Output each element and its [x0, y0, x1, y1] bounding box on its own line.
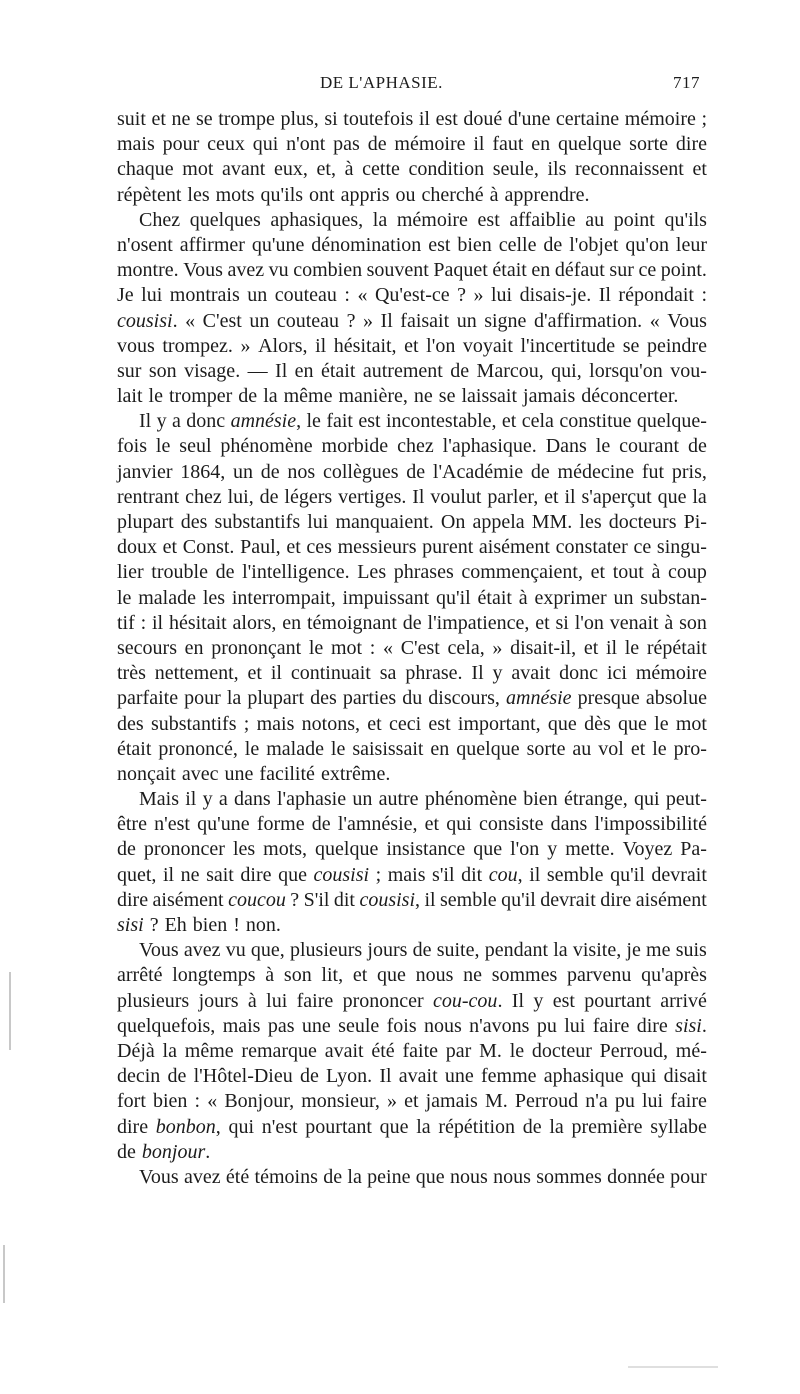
text-line: était prononcé, le malade le saisissait en quelque sorte au vol et le pro-	[117, 737, 707, 760]
running-title: DE L'APHASIE.	[320, 73, 443, 92]
text-line: fort bien : « Bonjour, monsieur, » et jamais M. Perroud n'a pu lui faire	[117, 1090, 707, 1113]
page-number: 717	[673, 73, 700, 92]
text-line: lier trouble de l'intelligence. Les phrases commençaient, et tout à coup	[117, 561, 707, 584]
text-line: Chez quelques aphasiques, la mémoire est affaiblie au point qu'ils	[139, 208, 707, 231]
text-line: arrêté longtemps à son lit, et que nous ne sommes parvenu qu'après	[117, 964, 707, 987]
text-line: janvier 1864, un de nos collègues de l'Académie de médecine fut pris,	[117, 460, 707, 483]
text-line: très nettement, et il continuait sa phrase. Il y avait donc ici mémoire	[117, 662, 707, 685]
text-line: de prononcer les mots, quelque insistance que l'on y mette. Voyez Pa-	[117, 838, 707, 861]
text-line: Vous avez été témoins de la peine que nous nous sommes donnée pour	[139, 1165, 707, 1188]
text-line: parfaite pour la plupart des parties du discours, amnésie presque absolue	[117, 687, 707, 710]
scan-mark	[9, 972, 11, 1050]
running-head	[0, 73, 800, 99]
text-line: quet, il ne sait dire que cousisi ; mais s'il dit cou, il semble qu'il devrait	[117, 863, 707, 886]
text-line: le malade les interrompait, impuissant qu'il était à exprimer un substan-	[117, 586, 707, 609]
text-line: n'osent affirmer qu'une dénomination est bien celle de l'objet qu'on leur	[117, 233, 707, 256]
text-line: Vous avez vu que, plusieurs jours de suite, pendant la visite, je me suis	[139, 939, 707, 962]
text-line: rentrant chez lui, de légers vertiges. Il voulut parler, et il s'aperçut que la	[117, 485, 707, 508]
scan-smudge	[628, 1366, 718, 1368]
scan-mark	[3, 1245, 5, 1303]
text-line: cousisi. « C'est un couteau ? » Il faisait un signe d'affirmation. « Vous	[117, 309, 707, 332]
text-line: fois le seul phénomène morbide chez l'aphasique. Dans le courant de	[117, 435, 707, 458]
text-line: Mais il y a dans l'aphasie un autre phénomène bien étrange, qui peut-	[139, 788, 707, 811]
text-line: dire aisément coucou ? S'il dit cousisi, il semble qu'il devrait dire aisément	[117, 888, 707, 911]
text-line: tif : il hésitait alors, en témoignant de l'impatience, et si l'on venait à son	[117, 611, 707, 634]
text-line: être n'est qu'une forme de l'amnésie, et qui consiste dans l'impossibilité	[117, 813, 707, 836]
text-line: nonçait avec une facilité extrême.	[117, 762, 391, 785]
text-line: montre. Vous avez vu combien souvent Paquet était en défaut sur ce point.	[117, 259, 707, 282]
text-line: de bonjour.	[117, 1140, 211, 1163]
text-line: Déjà la même remarque avait été faite par M. le docteur Perroud, mé-	[117, 1039, 707, 1062]
text-line: plusieurs jours à lui faire prononcer cou-cou. Il y est pourtant arrivé	[117, 989, 707, 1012]
text-line: répètent les mots qu'ils ont appris ou cherché à apprendre.	[117, 183, 590, 206]
text-line: mais pour ceux qui n'ont pas de mémoire il faut en quelque sorte dire	[117, 133, 707, 156]
text-line: suit et ne se trompe plus, si toutefois il est doué d'une certaine mémoire ;	[117, 108, 707, 130]
body-text	[117, 107, 707, 1190]
text-line: decin de l'Hôtel-Dieu de Lyon. Il avait une femme aphasique qui disait	[117, 1065, 707, 1088]
text-line: Je lui montrais un couteau : « Qu'est-ce ? » lui disais-je. Il répondait :	[117, 284, 707, 307]
text-line: secours en prononçant le mot : « C'est cela, » disait-il, et il le répétait	[117, 636, 707, 659]
text-line: vous trompez. » Alors, il hésitait, et l'on voyait l'incertitude se peindre	[117, 334, 707, 357]
text-line: chaque mot avant eux, et, à cette condition seule, ils reconnaissent et	[117, 158, 707, 181]
text-line: des substantifs ; mais notons, et ceci est important, que dès que le mot	[117, 712, 707, 735]
text-line: quelquefois, mais pas une seule fois nous n'avons pu lui faire dire sisi.	[117, 1014, 707, 1037]
text-line: doux et Const. Paul, et ces messieurs purent aisément constater ce singu-	[117, 536, 707, 559]
text-line: lait le tromper de la même manière, ne se laissait jamais déconcerter.	[117, 385, 679, 408]
text-line: dire bonbon, qui n'est pourtant que la répétition de la première syllabe	[117, 1115, 707, 1138]
text-line: sur son visage. — Il en était autrement de Marcou, qui, lorsqu'on vou-	[117, 359, 707, 382]
text-line: sisi ? Eh bien ! non.	[117, 914, 281, 936]
text-line: Il y a donc amnésie, le fait est incontestable, et cela constitue quelque-	[139, 410, 707, 433]
text-line: plupart des substantifs lui manquaient. On appela MM. les docteurs Pi-	[117, 511, 707, 533]
